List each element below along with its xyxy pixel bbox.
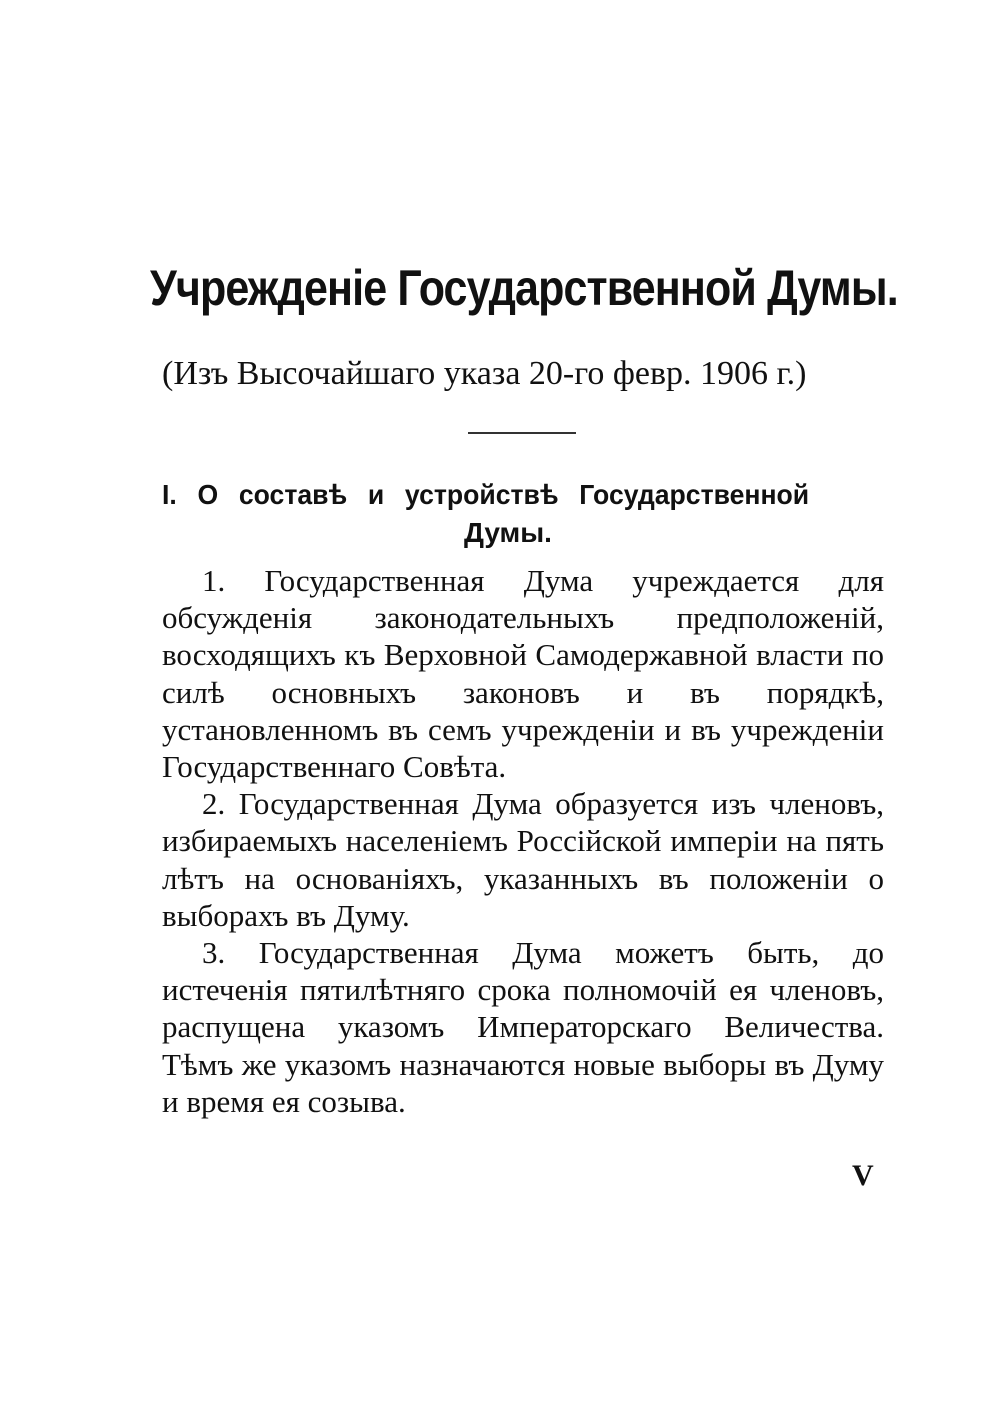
article-3-paragraph: 3. Государственная Дума можетъ быть, до истеченія пятилѣтняго срока полномочій ея членовъ, распущена указомъ Императорскаго Величества. Тѣмъ же указомъ назначаются новые выборы въ Думу и время ея созыва. xyxy=(162,935,884,1119)
page-signature-mark: V xyxy=(852,1159,874,1192)
section-heading-line-1: I. О составѣ и устройствѣ Государственной xyxy=(162,479,810,510)
section-heading xyxy=(162,476,884,552)
body-text xyxy=(162,562,884,1120)
section-divider xyxy=(468,432,576,434)
document-title: Учрежденіе Государственной Думы. xyxy=(150,260,898,316)
decree-subtitle: (Изъ Высочайшаго указа 20-го февр. 1906 г.) xyxy=(162,355,807,392)
article-2-paragraph: 2. Государственная Дума образуется изъ членовъ, избираемыхъ населеніемъ Россійской имперіи на пять лѣтъ на основаніяхъ, указанныхъ въ положеніи о выборахъ въ Думу. xyxy=(162,786,884,933)
section-heading-line-2: Думы. xyxy=(464,517,552,548)
article-1-paragraph: 1. Государственная Дума учреждается для обсужденія законодательныхъ предположеній, восходящихъ къ Верховной Самодержавной власти по силѣ основныхъ законовъ и въ порядкѣ, установленномъ въ семъ учрежденіи и въ учрежденіи Государственнаго Совѣта. xyxy=(162,563,884,785)
